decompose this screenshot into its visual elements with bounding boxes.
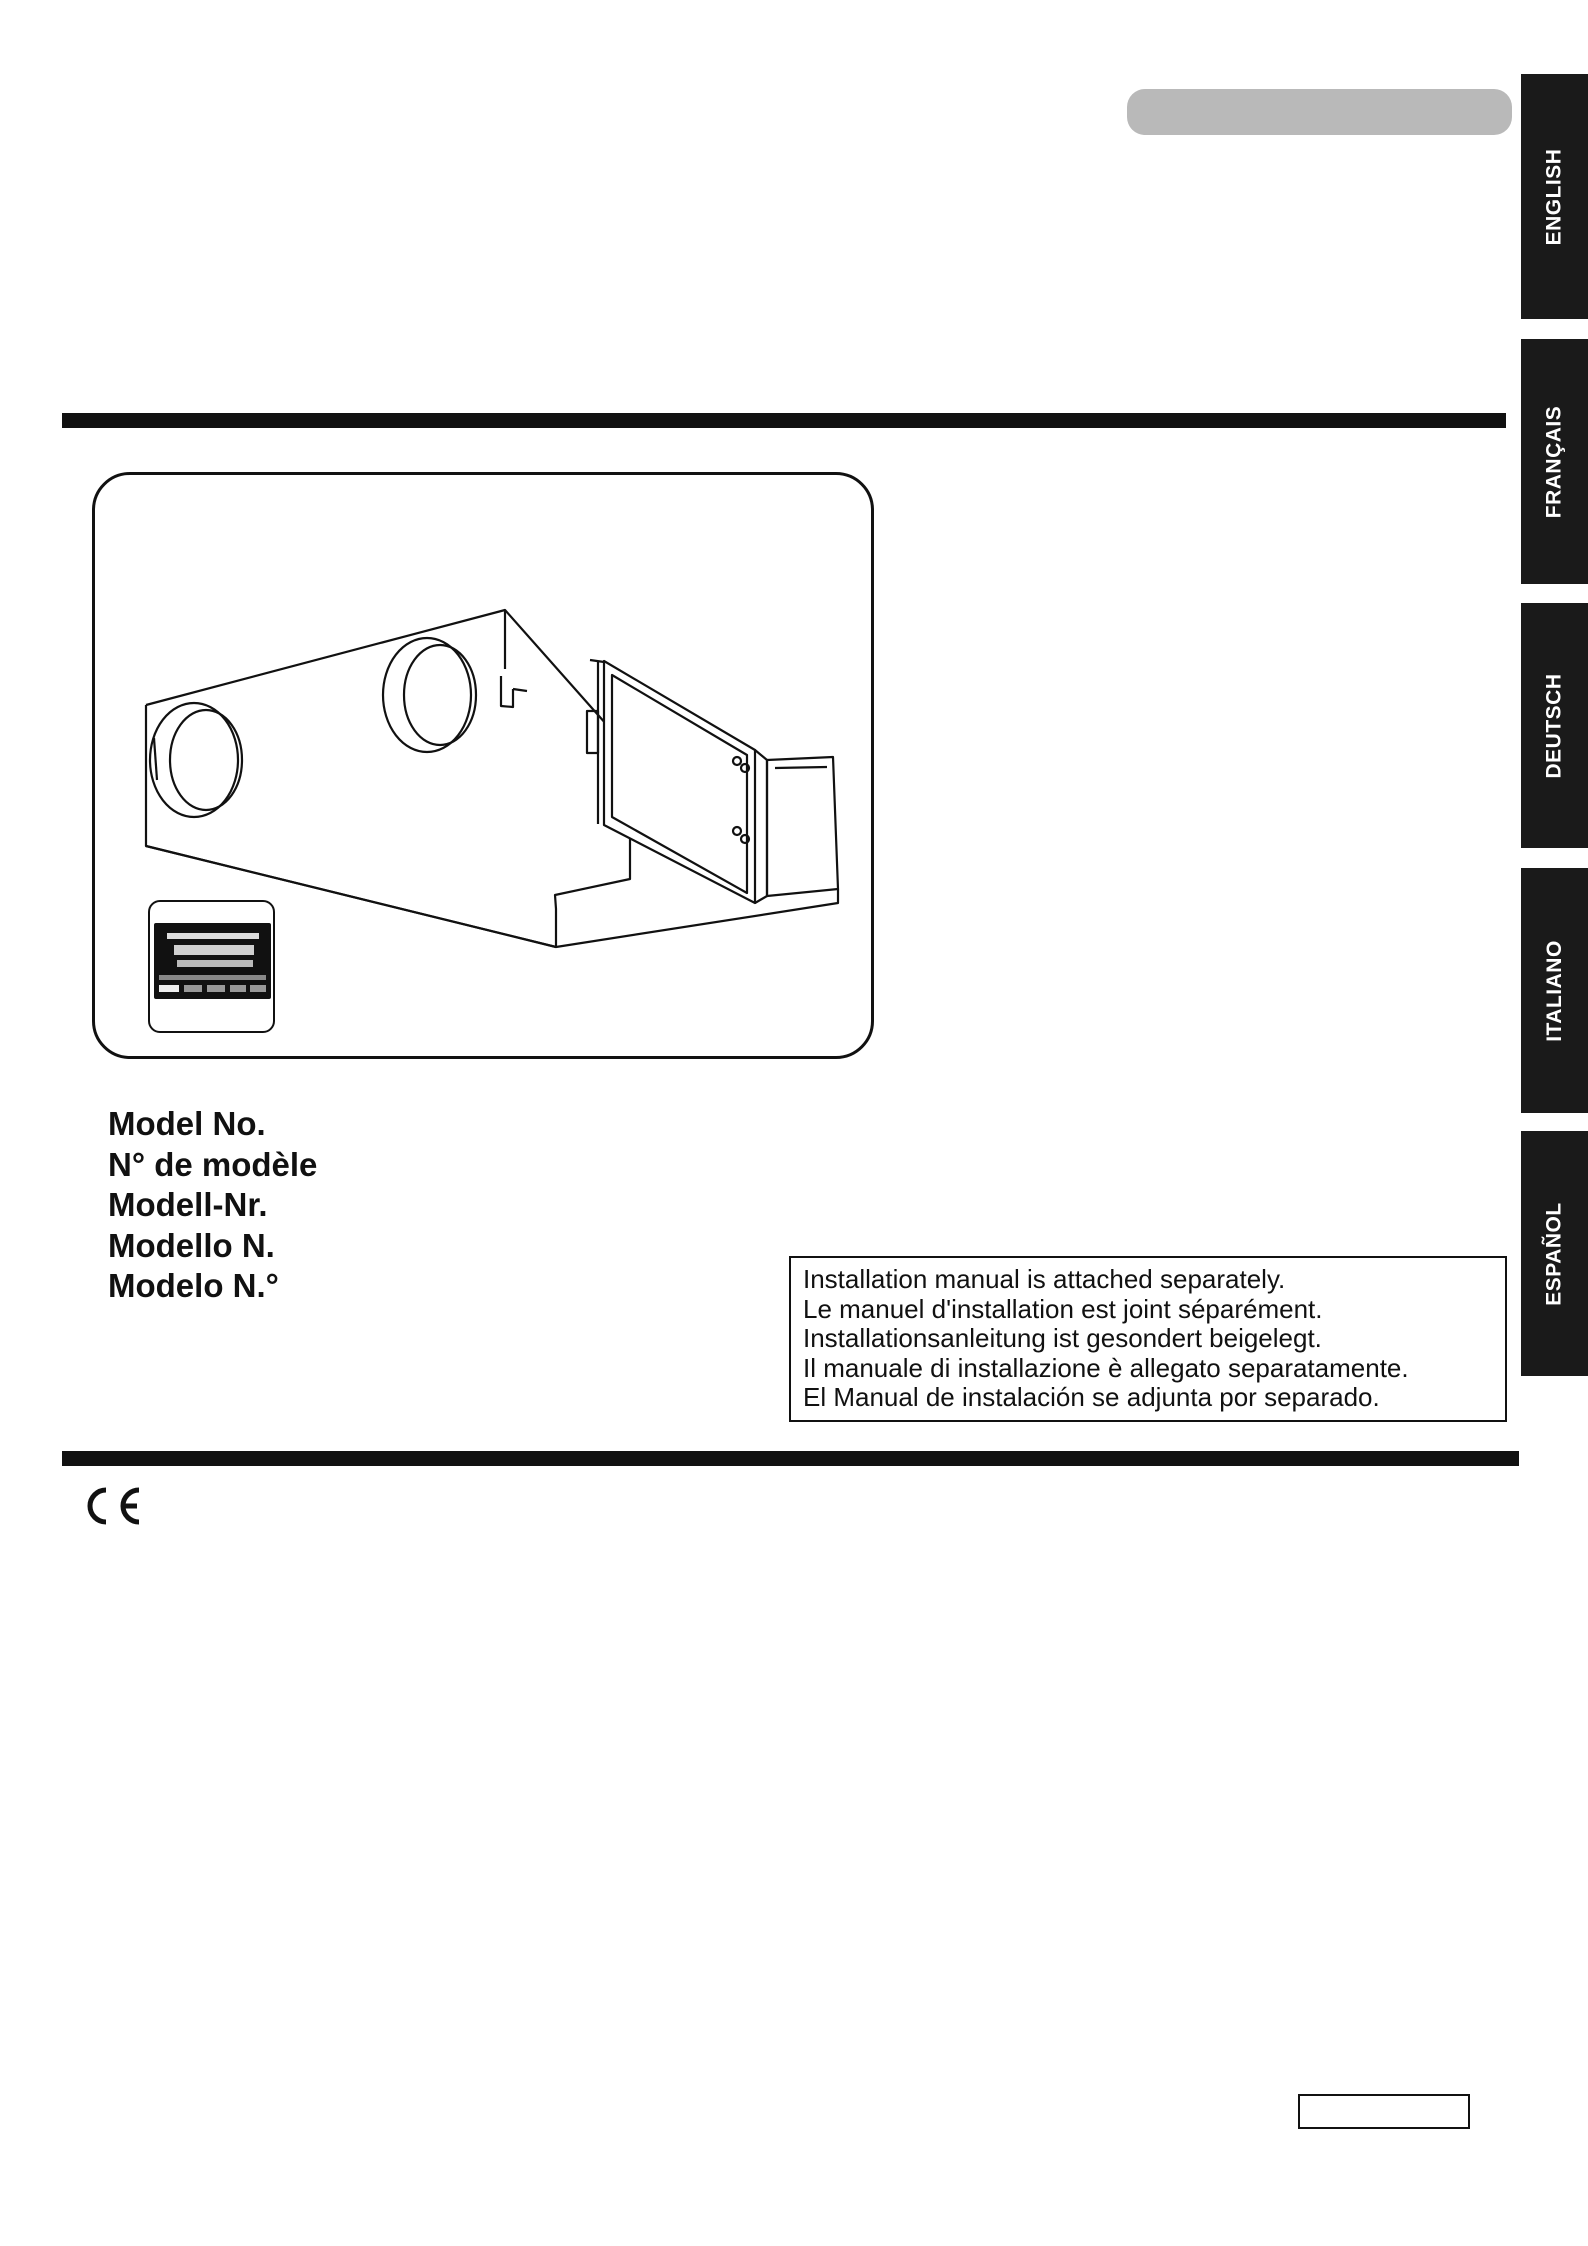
model-label-fr: N° de modèle xyxy=(108,1145,318,1183)
notice-line: Installation manual is attached separately. xyxy=(803,1264,1286,1294)
notice-line: El Manual de instalación se adjunta por separado. xyxy=(803,1382,1380,1412)
language-tabs xyxy=(1521,0,1588,1400)
notice-line: Le manuel d'installation est joint séparément. xyxy=(803,1293,1323,1324)
tab-label: ESPAÑOL xyxy=(1542,1201,1566,1306)
notice-line: Il manuale di installazione è allegato separatamente. xyxy=(803,1352,1409,1383)
model-number-labels xyxy=(108,1104,317,1307)
tab-deutsch[interactable] xyxy=(1521,603,1588,848)
tab-english[interactable] xyxy=(1521,74,1588,319)
notice-line: Installationsanleitung ist gesondert beigelegt. xyxy=(803,1323,1322,1353)
model-label-es: Modelo N.° xyxy=(108,1267,279,1304)
installation-manual-notice xyxy=(789,1256,1507,1422)
tab-label: DEUTSCH xyxy=(1542,672,1566,779)
model-label-en: Model No. xyxy=(108,1105,266,1142)
model-label-de: Modell-Nr. xyxy=(108,1186,268,1223)
tab-espanol[interactable] xyxy=(1521,1131,1588,1376)
remote-controller-illustration xyxy=(149,901,274,1032)
product-illustration-frame xyxy=(92,472,874,1059)
model-label-it: Modello N. xyxy=(108,1226,275,1264)
tab-label: ENGLISH xyxy=(1542,148,1566,245)
ventilation-unit-illustration xyxy=(95,475,871,1056)
bottom-divider xyxy=(62,1451,1519,1466)
tab-italiano[interactable] xyxy=(1521,868,1588,1113)
document-code-box xyxy=(1298,2094,1470,2129)
tab-label: ITALIANO xyxy=(1542,939,1566,1042)
header-gray-bar xyxy=(1127,89,1512,135)
tab-francais[interactable] xyxy=(1521,339,1588,584)
top-divider xyxy=(62,413,1506,428)
tab-label: FRANÇAIS xyxy=(1542,405,1566,518)
ce-mark-icon xyxy=(78,1486,144,1531)
